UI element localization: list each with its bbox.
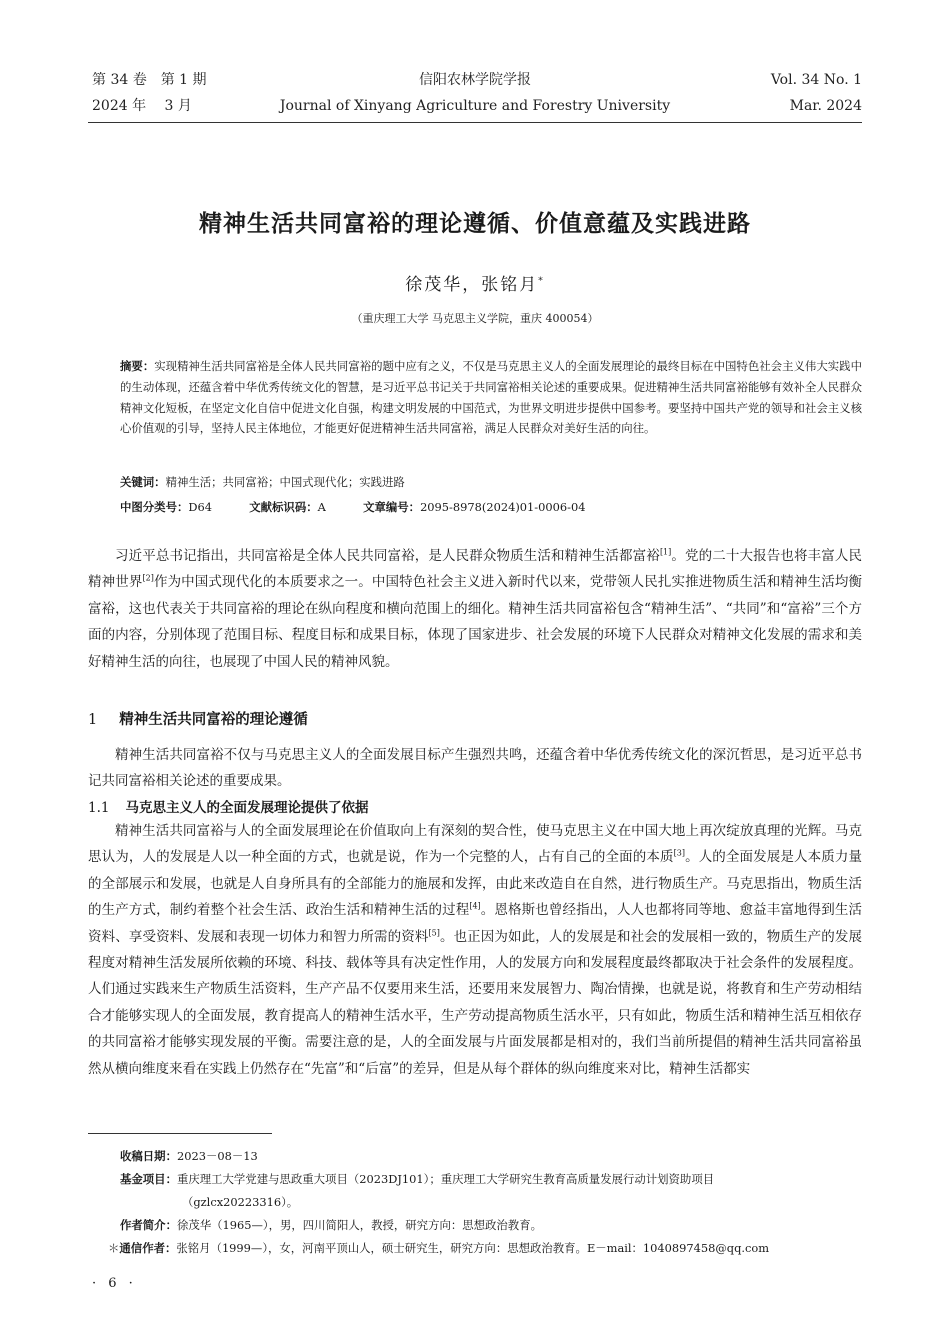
p2-text-b: 。人的全面发展是人本质力量的全部展示和发展，也就是人自身所具有的全部能力的施展和发挥，由此来改造自在自然，进行物质生产。马克思指出，物质生活的生产方式，制约着整个社会生活、政治生活和精神生活的过程 (88, 849, 862, 919)
header-volume-en: Vol. 34 No. 1 (770, 72, 862, 88)
citation-ref-4: [4] (469, 901, 481, 911)
citation-ref-2: [2] (142, 573, 154, 583)
header-journal-en: Journal of Xinyang Agriculture and Forestry University (279, 98, 671, 114)
corr-label: 通信作者： (119, 1241, 177, 1255)
classification-row (120, 499, 585, 515)
section-title: 精神生活共同富裕的理论遵循 (119, 712, 308, 728)
footnote-fund (120, 1169, 862, 1190)
corr-mark: ＊ (108, 1241, 120, 1255)
footnote-received (120, 1146, 862, 1167)
footnote-rule (88, 1133, 272, 1134)
subsection-number: 1.1 (88, 800, 110, 816)
doc-code-label: 文献标识码： (249, 500, 318, 514)
p2-text-a: 精神生活共同富裕与人的全面发展理论在价值取向上有深刻的契合性，使马克思主义在中国大地上再次绽放真理的光辉。马克思认为，人的发展是人以一种全面的方式，也就是说，作为一个完整的人，占有自己的全面的本质 (88, 823, 862, 866)
article-authors (0, 270, 950, 295)
author-names: 徐茂华，张铭月 (405, 275, 539, 295)
intro-text-c: 作为中国式现代化的本质要求之一。中国特色社会主义进入新时代以来，党带领人民扎实推进物质生活和精神生活均衡富裕，这也代表关于共同富裕的理论在纵向程度和横向范围上的细化。精神生活共同富裕包含“精神生活”、“共同”和“富裕”三个方面的内容，分别体现了范围目标、程度目标和成果目标，体现了国家进步、社会发展的环境下人民群众对精神文化发展的需求和美好精神生活的向往，也展现了中国人民的精神风貌。 (88, 574, 863, 670)
abstract-label: 摘要： (120, 359, 155, 373)
header-year-month: 2024 年 3 月 (92, 98, 192, 114)
keywords-text: 精神生活；共同富裕；中国式现代化；实践进路 (165, 475, 405, 489)
footnote-fund-cont: （gzlcx20223316）。 (182, 1195, 299, 1209)
fund-label: 基金项目： (120, 1172, 177, 1186)
citation-ref-1: [1] (659, 547, 672, 557)
bio-value: 徐茂华（1965—），男，四川简阳人，教授，研究方向：思想政治教育。 (176, 1218, 542, 1232)
subsection-1-1-paragraph (88, 818, 862, 1082)
footnote-corresponding (108, 1238, 868, 1259)
subsection-title: 马克思主义人的全面发展理论提供了依据 (125, 800, 369, 816)
section-1-paragraph: 精神生活共同富裕不仅与马克思主义人的全面发展目标产生强烈共鸣，还蕴含着中华优秀传统文化的深沉哲思，是习近平总书记共同富裕相关论述的重要成果。 (88, 747, 862, 790)
abstract (120, 356, 862, 439)
clc-label: 中图分类号： (120, 500, 189, 514)
bio-label: 作者简介： (120, 1218, 177, 1232)
author-affiliation: （重庆理工大学 马克思主义学院，重庆 400054） (351, 312, 599, 325)
corresponding-author-mark: * (538, 276, 545, 287)
header-rule (88, 122, 862, 123)
article-number-label: 文章编号： (363, 500, 421, 514)
clc-value: D64 (188, 500, 212, 514)
received-label: 收稿日期： (120, 1149, 177, 1163)
article-title: 精神生活共同富裕的理论遵循、价值意蕴及实践进路 (199, 211, 751, 237)
abstract-text: 实现精神生活共同富裕是全体人民共同富裕的题中应有之义，不仅是马克思主义人的全面发展理论的最终目标在中国特色社会主义伟大实践中的生动体现，还蕴含着中华优秀传统文化的智慧，是习近平总书记关于共同富裕相关论述的重要成果。促进精神生活共同富裕能够有效补全人民群众精神文化短板，在坚定文化自信中促进文化自强，构建文明发展的中国范式，为世界文明进步提供中国参考。要坚持中国共产党的领导和社会主义核心价值观的引导，坚持人民主体地位，才能更好促进精神生活共同富裕，满足人民群众对美好生活的向往。 (120, 359, 862, 436)
intro-paragraph (88, 543, 862, 675)
header-date-en: Mar. 2024 (789, 98, 862, 114)
section-number: 1 (88, 712, 98, 728)
p2-text-d: 。也正因为如此，人的发展是和社会的发展相一致的，物质生产的发展程度对精神生活发展所依赖的环境、科技、载体等具有决定性作用，人的发展方向和发展程度最终都取决于社会条件的发展程度。人们通过实践来生产物质生活资料，生产产品不仅要用来生活，还要用来发展智力、陶冶情操，也就是说，将教育和生产劳动相结合才能够实现人的全面发展，教育提高人的精神生活水平，生产劳动提高物质生活水平，只有如此，物质生活和精神生活互相依存的共同富裕才能够实现发展的平衡。需要注意的是，人的全面发展与片面发展都是相对的，我们当前所提倡的精神生活共同富裕虽然从横向维度来看在实践上仍然存在“先富”和“后富”的差异，但是从每个群体的纵向维度来对比，精神生活都实 (88, 928, 863, 1077)
citation-ref-5: [5] (428, 928, 440, 938)
header-journal-cn: 信阳农林学院学报 (419, 72, 531, 88)
article-number-value: 2095-8978(2024)01-0006-04 (420, 500, 586, 514)
page-number: · 6 · (92, 1276, 137, 1291)
received-value: 2023－08－13 (176, 1149, 258, 1163)
section-heading-1 (88, 708, 308, 729)
subsection-heading-1-1 (88, 796, 368, 816)
footnote-bio (120, 1215, 862, 1236)
fund-value: 重庆理工大学党建与思政重大项目（2023DJ101）；重庆理工大学研究生教育高质量发展行动计划资助项目 (176, 1172, 715, 1186)
citation-ref-3: [3] (673, 848, 685, 858)
corr-value: 张铭月（1999—），女，河南平顶山人，硕士研究生，研究方向：思想政治教育。E－mail：1040897458@qq.com (176, 1241, 770, 1255)
keywords (120, 474, 405, 490)
intro-text-b: 。党的二十大报告也将丰富人民精神世界 (88, 548, 863, 591)
p2-text-c: 。恩格斯也曾经指出，人人也都将同等地、愈益丰富地得到生活资料、享受资料、发展和表现一切体力和智力所需的资料 (88, 902, 862, 945)
doc-code-value: A (317, 500, 326, 514)
keywords-label: 关键词： (120, 475, 166, 489)
intro-text-a: 习近平总书记指出，共同富裕是全体人民共同富裕，是人民群众物质生活和精神生活都富裕 (115, 548, 660, 564)
header-volume-issue: 第 34 卷 第 1 期 (92, 72, 207, 88)
